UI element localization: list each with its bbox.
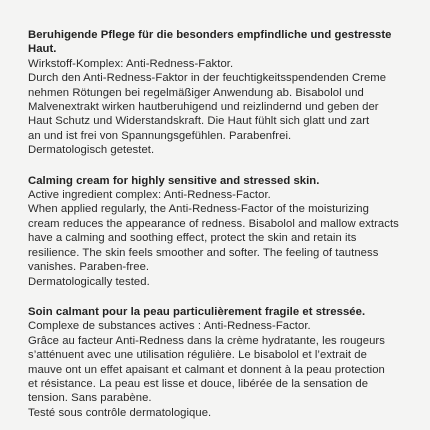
text-line: have a calming and soothing effect, protect the skin and retain its bbox=[28, 232, 357, 245]
section-french bbox=[28, 305, 412, 420]
text-line: nehmen Rötungen bei regelmäßiger Anwendung ab. Bisabolol und bbox=[28, 86, 364, 99]
text-line: s’atténuent avec une utilisation régulière. Le bisabolol et l’extrait de bbox=[28, 349, 367, 362]
text-line: cream reduces the appearance of redness. Bisabolol and mallow extracts bbox=[28, 217, 399, 230]
text-line: When applied regularly, the Anti-Redness-Factor of the moisturizing bbox=[28, 203, 369, 216]
section-heading-german: Beruhigende Pflege für die besonders empfindliche und gestresste Haut. bbox=[28, 29, 392, 56]
text-line: et résistance. La peau est lisse et douce, libérée de la sensation de bbox=[28, 377, 369, 390]
text-line: Testé sous contrôle dermatologique. bbox=[28, 406, 212, 419]
text-line: an und ist frei von Spannungsgefühlen. Parabenfrei. bbox=[28, 129, 292, 142]
text-line: mauve ont un effet apaisant et calmant et donnent à la peau protection bbox=[28, 363, 385, 376]
text-line: Durch den Anti-Redness-Faktor in der feuchtigkeitsspendenden Creme bbox=[28, 72, 387, 85]
section-german bbox=[28, 28, 412, 158]
section-heading-english: Calming cream for highly sensitive and stressed skin. bbox=[28, 174, 320, 187]
section-english bbox=[28, 174, 412, 289]
text-line: Grâce au facteur Anti-Redness dans la crème hydratante, les rougeurs bbox=[28, 334, 385, 347]
text-line: resilience. The skin feels smoother and softer. The feeling of tautness bbox=[28, 246, 379, 259]
text-line: tension. Sans parabène. bbox=[28, 392, 152, 405]
text-line: Haut Schutz und Widerstandskraft. Die Haut fühlt sich glatt und zart bbox=[28, 115, 370, 128]
text-line: Complexe de substances actives : Anti-Redness-Factor. bbox=[28, 320, 311, 333]
text-line: Wirkstoff-Komplex: Anti-Redness-Faktor. bbox=[28, 57, 234, 70]
text-line: vanishes. Paraben-free. bbox=[28, 261, 150, 274]
section-heading-french: Soin calmant pour la peau particulièrement fragile et stressée. bbox=[28, 305, 366, 318]
text-line: Active ingredient complex: Anti-Redness-Factor. bbox=[28, 189, 271, 202]
text-line: Dermatologically tested. bbox=[28, 275, 150, 288]
text-line: Dermatologisch getestet. bbox=[28, 144, 155, 157]
text-line: Malvenextrakt wirken hautberuhigend und reizlindernd und geben der bbox=[28, 101, 379, 114]
